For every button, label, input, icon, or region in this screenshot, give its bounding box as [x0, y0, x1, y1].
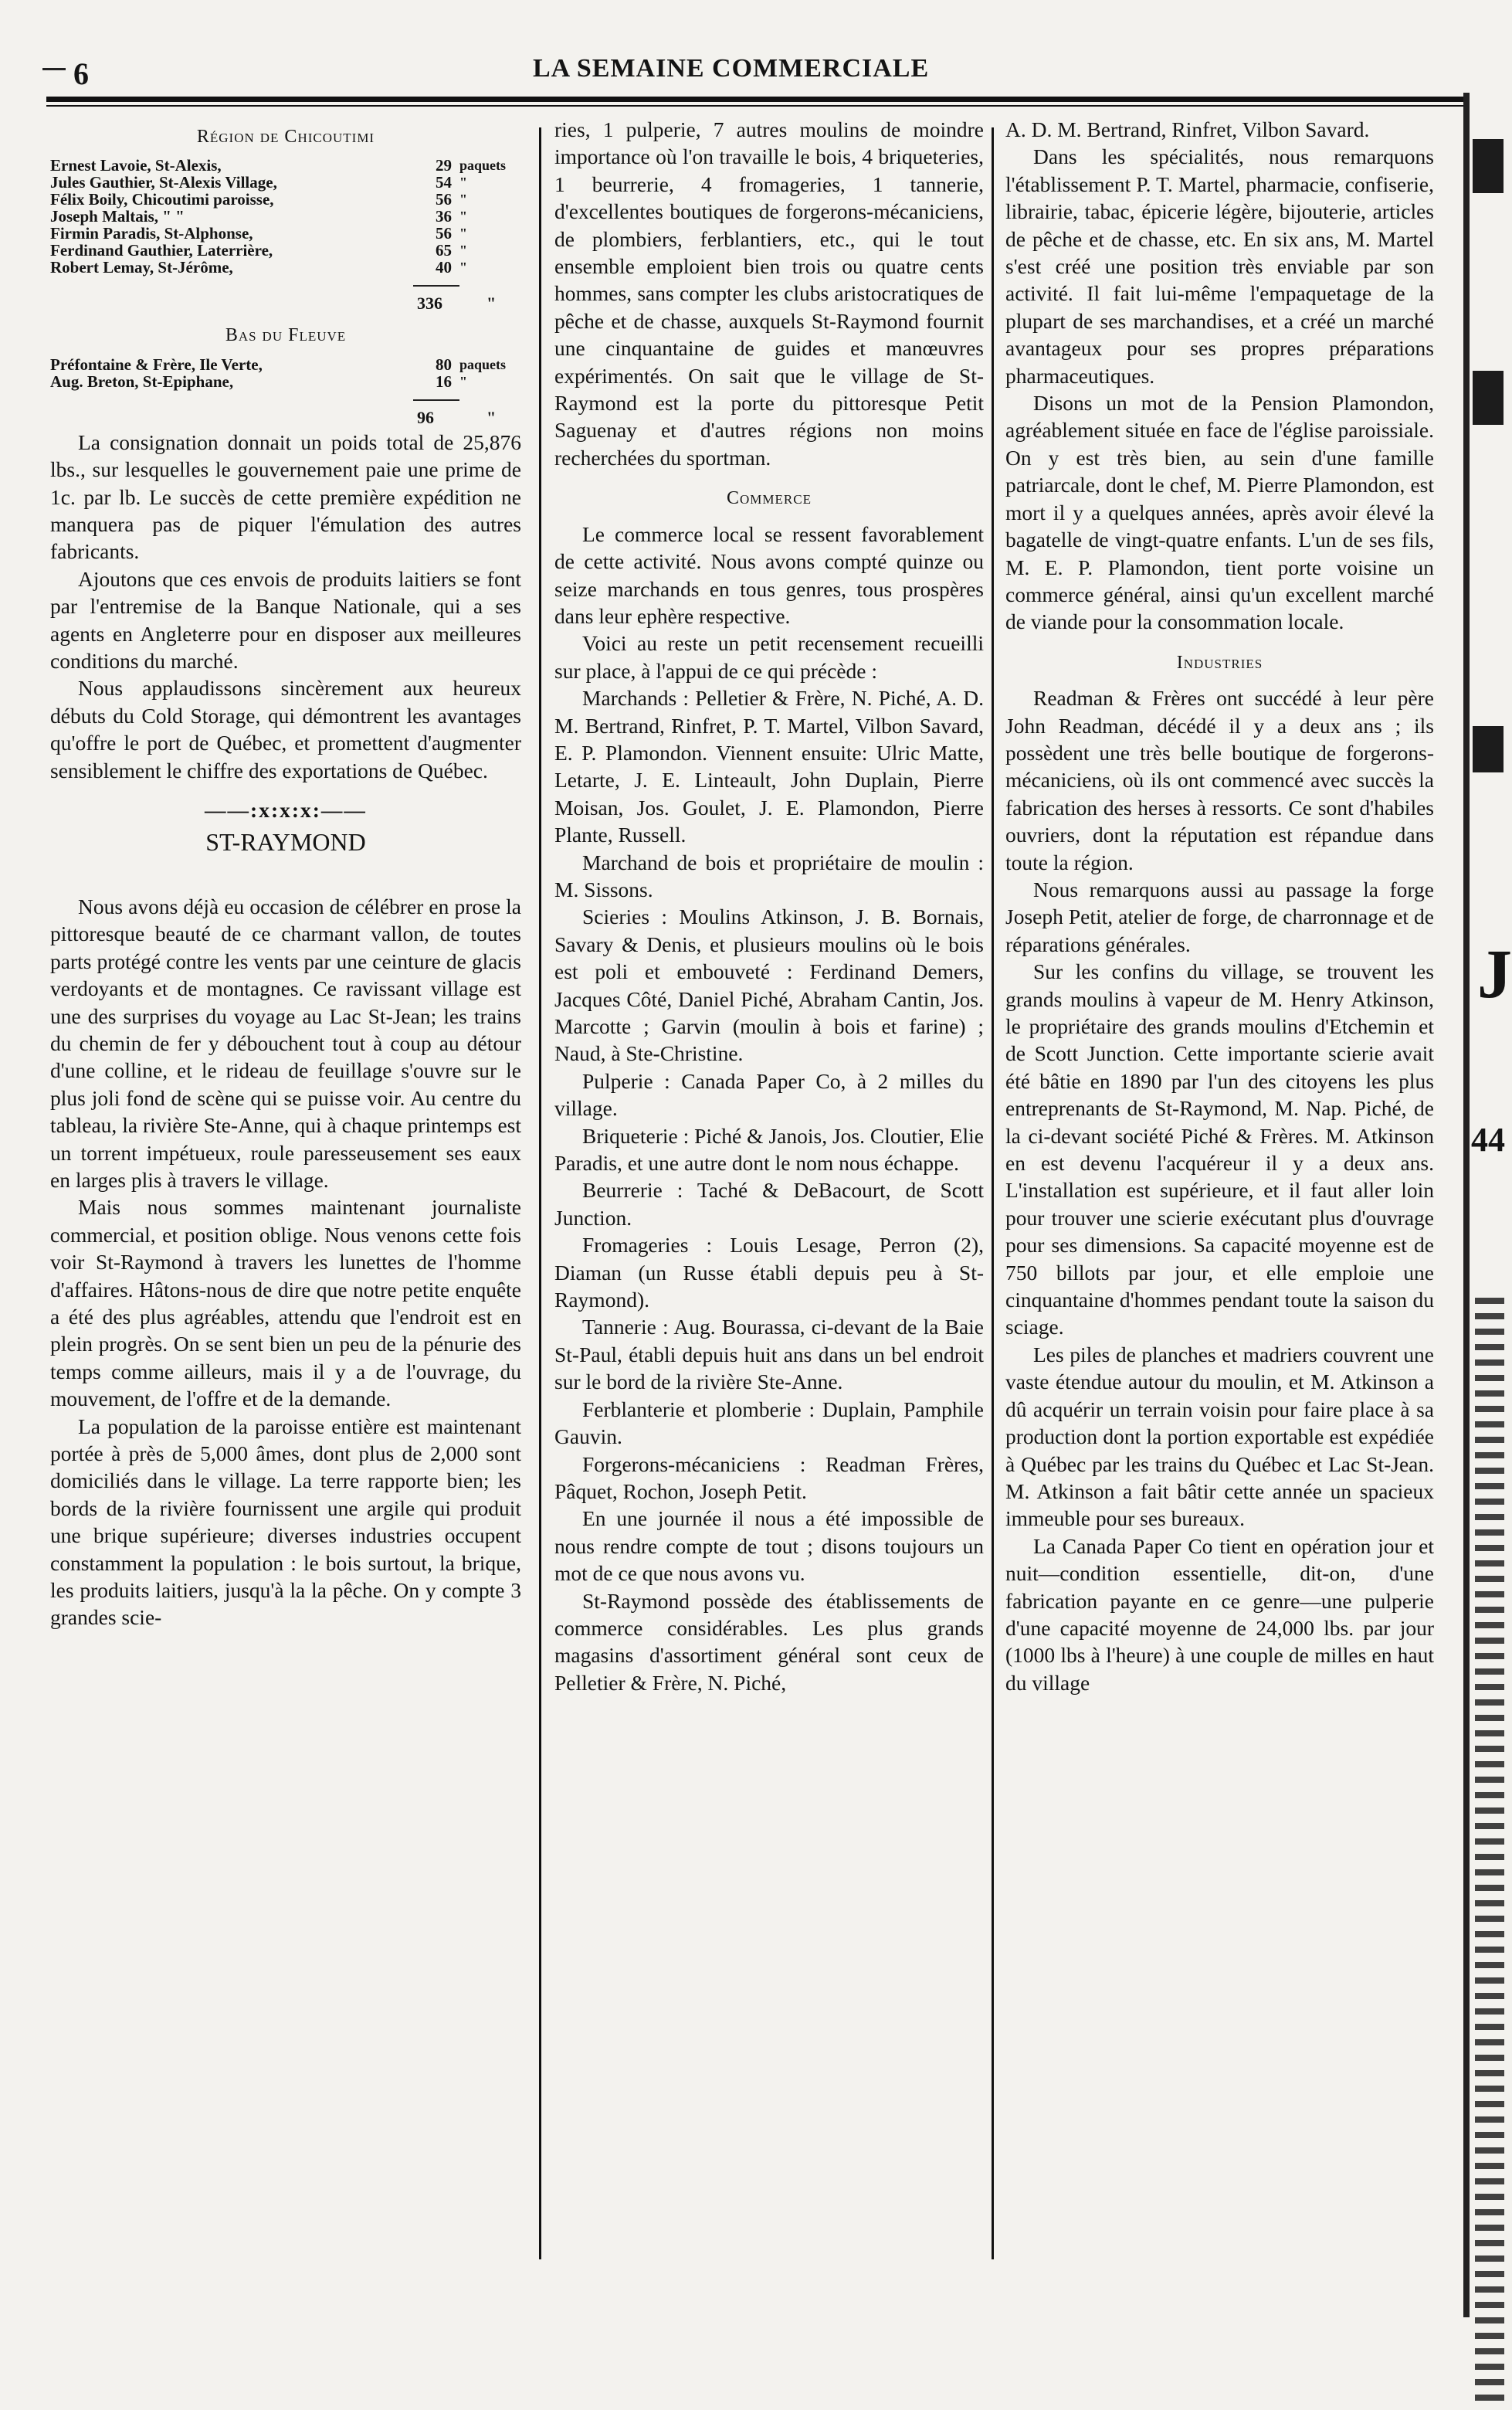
paragraph: La population de la paroisse entière est maintenant portée à près de 5,000 âmes, dont plus de 2,000 sont domiciliés dans le village. La terre rapporte bien; les bords de la rivière fournissent une argile qui produit une brique supérieure; diverses industries occupent constamment la population : le bois surtout, la brique, les produits laitiers, jusqu'à la la pêche. On y compte 3 grandes scie- [50, 1414, 521, 1630]
row-unit: " [459, 209, 467, 225]
row-name: Ferdinand Gauthier, Laterrière, [50, 241, 273, 260]
row-qty: 65 [436, 241, 452, 260]
paragraph: Sur les confins du village, se trouvent les grands moulins à vapeur de M. Henry Atkinson, le propriétaire des grands moulins d'Etchemin et de Scott Junction. Cette importante scierie avait été bâtie en 1890 par l'un des citoyens les plus entreprenants de St-Raymond, M. Nap. Piché, de la ci-devant société Piché & Frères. M. Atkinson en est devenu l'acquéreur il y a deux ans. L'installation est supérieure, et il faut aller loin pour trouver une scierie exécutant plus d'ouvrage pour ses dimensions. Sa capacité moyenne est de 750 billots par jour, et elle emploie une cinquantaine d'hommes pendant toute la saison du sciage. [1005, 959, 1434, 1339]
shipments-table-bas-du-fleuve [50, 356, 521, 390]
paragraph: Ferblanterie et plomberie : Duplain, Pamphile Gauvin. [554, 1397, 984, 1449]
row-unit: " [459, 260, 467, 276]
paragraph: Ajoutons que ces envois de produits laitiers se font par l'entremise de la Banque Nationale, qui a ses agents en Angleterre pour en disposer aux meilleures conditions du marché. [50, 566, 521, 674]
paragraph: La consignation donnait un poids total de 25,876 lbs., sur lesquelles le gouvernement paie une prime de 1c. par lb. Le succès de cette première expédition ne manquera pas de piquer l'émulation des autres fabricants. [50, 429, 521, 564]
row-qty: 29 [436, 156, 452, 175]
page-gutter-bar [1463, 93, 1470, 2317]
row-name: Jules Gauthier, St-Alexis Village, [50, 173, 277, 192]
paragraph: Mais nous sommes maintenant journaliste commercial, et position oblige. Nous venons cette fois voir St-Raymond à travers les lunettes de l'homme d'affaires. Hâtons-nous de dire que notre petite enquête a été des plus agréables, attendu que l'endroit est en plein progrès. On se sent bien un peu de la pénurie des temps comme ailleurs, mais il y a de l'ouvrage, du mouvement, de l'offre et de la demande. [50, 1195, 521, 1411]
row-qty: 56 [436, 190, 452, 209]
row-unit: " [459, 226, 467, 242]
total-unit: " [486, 407, 497, 427]
paragraph: Briqueterie : Piché & Janois, Jos. Cloutier, Elie Paradis, et une autre dont le nom nous échappe. [554, 1123, 984, 1176]
table-row [50, 157, 521, 174]
paragraph: St-Raymond possède des établissements de commerce considérables. Les plus grands magasins d'assortiment général sont ceux de Pelletier & Frère, N. Piché, [554, 1588, 984, 1695]
table-row [50, 259, 521, 276]
row-unit: " [459, 175, 467, 191]
row-name: Joseph Maltais, " " [50, 207, 185, 226]
edge-block [1473, 726, 1504, 772]
paragraph: Voici au reste un petit recensement recueilli sur place, à l'appui de ce qui précède : [554, 631, 984, 683]
total-value: 336 [417, 294, 442, 314]
table-row [50, 174, 521, 191]
masthead-title: LA SEMAINE COMMERCIALE [533, 54, 930, 83]
total-chicoutimi [50, 282, 521, 314]
paragraph: Marchand de bois et propriétaire de moulin : M. Sissons. [554, 850, 984, 901]
paragraph: En une journée il nous a été impossible de nous rendre compte de tout ; disons toujours un mot de ce que nous avons vu. [554, 1506, 984, 1586]
total-value: 96 [417, 407, 434, 427]
paragraph: ries, 1 pulperie, 7 autres moulins de moindre importance où l'on travaille le bois, 4 briqueteries, 1 beurrerie, 4 fromageries, 1 tannerie, d'excellentes boutiques de forgerons-mécaniciens, de plombiers, ferblantiers, etc., qui le tout ensemble emploient bien trois ou quatre cents hommes, sans compter les clubs aristocratiques de pêche et de chasse, auxquels St-Raymond fournit une cinquantaine de guides et manœuvres expérimentés. On sait que le village de St-Raymond est la porte du pittoresque Petit Saguenay et d'autres régions non moins recherchées du sportman. [554, 117, 984, 470]
header-rule [46, 97, 1463, 102]
paragraph: La Canada Paper Co tient en opération jour et nuit—condition essentielle, dit-on, d'une fabrication payante en ce genre—une pulperie d'une capacité moyenne de 24,000 lbs. par jour (1000 lbs à l'heure) à une couple de milles en haut du village [1005, 1533, 1434, 1695]
edge-number: 44 [1471, 1121, 1505, 1159]
row-qty: 40 [436, 258, 452, 277]
row-qty: 54 [436, 173, 452, 192]
row-qty: 56 [436, 224, 452, 243]
page-number: 6 [73, 56, 89, 91]
row-unit: " [459, 243, 467, 259]
paragraph: Nous avons déjà eu occasion de célébrer en prose la pittoresque beauté de ce charmant vallon, de toutes parts protégé contre les vents par une ceinture de glacis verdoyants et de montagnes. Ce ravissant village est une des surprises du voyage au Lac St-Jean; les trains du chemin de fer y débouchent tout à coup au détour d'une colline, et le rideau de feuillage s'ouvre sur le plus joli fond de scène qui se puisse voir. Au centre du tableau, la rivière Ste-Anne, qui à chaque printemps est un torrent impétueux, roule paresseusement ses eaux en larges plis à travers le village. [50, 894, 521, 1192]
total-rule [413, 285, 459, 287]
paragraph: Dans les spécialités, nous remarquons l'établissement P. T. Martel, pharmacie, confiserie, librairie, tabac, épicerie légère, bijouterie, articles de pêche et de chasse, etc. En six ans, M. Martel s'est créé une position très enviable par son activité. Il fait lui-même l'empaquetage de la plupart de ses marchandises, et a créé un marché avantageux pour ses propres préparations pharmaceutiques. [1005, 144, 1434, 388]
paragraph: Tannerie : Aug. Bourassa, ci-devant de la Baie St-Paul, établi depuis huit ans dans un bel endroit sur le bord de la rivière Ste-Anne. [554, 1315, 984, 1394]
paragraph: Le commerce local se ressent favorablement de cette activité. Nous avons compté quinze ou seize marchands en tous genres, tous prospères dans leur ephère respective. [554, 521, 984, 628]
paragraph: Pulperie : Canada Paper Co, à 2 milles du village. [554, 1068, 984, 1121]
table-row [50, 373, 521, 390]
paragraph: Les piles de planches et madriers couvrent une vaste étendue autour du moulin, et M. Atkinson a dû acquérir un terrain voisin pour faire place à sa production dont la portion exportable est expédiée à Québec par les trains du Québec et Lac St-Jean. M. Atkinson a fait bâtir cette année un spacieux immeuble pour ses bureaux. [1005, 1342, 1434, 1531]
header-mark [42, 68, 66, 70]
table-row [50, 208, 521, 225]
paragraph: Beurrerie : Taché & DeBacourt, de Scott Junction. [554, 1178, 984, 1230]
row-unit: " [459, 373, 467, 389]
table-row [50, 225, 521, 242]
column-rule-2 [992, 127, 994, 2259]
section-separator: ——:x:x:x:—— [205, 798, 367, 823]
paragraph: Nous remarquons aussi au passage la forge Joseph Petit, atelier de forge, de charronnage et de réparations générales. [1005, 877, 1434, 956]
edge-block [1473, 139, 1504, 193]
section-title-chicoutimi: Région de Chicoutimi [196, 127, 375, 147]
column-rule-1 [539, 127, 541, 2259]
row-qty: 16 [436, 372, 452, 391]
row-name: Firmin Paradis, St-Alphonse, [50, 224, 253, 243]
total-rule [413, 399, 459, 401]
header-rule-thin [46, 105, 1463, 107]
row-name: Aug. Breton, St-Epiphane, [50, 372, 234, 391]
column-3 [1005, 116, 1434, 1696]
paragraph: Marchands : Pelletier & Frère, N. Piché, A. D. M. Bertrand, Rinfret, P. T. Martel, Vilbon Savard, E. P. Plamondon. Viennent ensuite: Ulric Matte, Letarte, J. E. Linteault, John Duplain, Pierre Moisan, Jos. Goulet, J. E. Plamondon, Pierre Plante, Russell. [554, 686, 984, 847]
paragraph: Forgerons-mécaniciens : Readman Frères, Pâquet, Rochon, Joseph Petit. [554, 1451, 984, 1503]
row-unit: paquets [459, 158, 507, 174]
total-bas-du-fleuve [50, 396, 521, 429]
paragraph: Scieries : Moulins Atkinson, J. B. Bornais, Savary & Denis, et plusieurs moulins où le bois est poli et embouveté : Ferdinand Demers, Jacques Côté, Daniel Piché, Abraham Cantin, Jos. Marcotte ; Garvin (moulin à bois et farine) ; Naud, à Ste-Christine. [554, 905, 984, 1066]
paragraph: Readman & Frères ont succédé à leur père John Readman, décédé il y a deux ans ; ils possèdent une très belle boutique de forgerons-mécaniciens, où ils ont commencé avec succès la fabrication des herses à ressorts. Ce sont d'habiles ouvriers, dont la réputation est répandue dans toute la région. [1005, 686, 1434, 874]
row-name: Ernest Lavoie, St-Alexis, [50, 156, 222, 175]
shipments-table-chicoutimi [50, 157, 521, 276]
article-heading: ST-RAYMOND [205, 827, 366, 856]
table-row [50, 242, 521, 259]
total-unit: " [486, 294, 497, 314]
edge-block [1473, 371, 1504, 425]
table-row [50, 356, 521, 373]
adjacent-page-edge [1463, 93, 1512, 2317]
paragraph: Nous applaudissons sincèrement aux heureux débuts du Cold Storage, qui démontrent les avantages qu'offre le port de Québec, et promettent d'augmenter sensiblement le chiffre des exportations de Québec. [50, 676, 521, 782]
paragraph: A. D. M. Bertrand, Rinfret, Vilbon Savard. [1005, 117, 1370, 141]
row-qty: 36 [436, 207, 452, 226]
row-unit: paquets [459, 356, 507, 372]
column-1 [50, 116, 521, 1631]
row-name: Félix Boily, Chicoutimi paroisse, [50, 190, 274, 209]
paragraph: Disons un mot de la Pension Plamondon, agréablement située en face de l'église paroissiale. On y est très bien, au sein d'une famille patriarcale, dont le chef, M. Pierre Plamondon, est mort il y a quelques années, après avoir élevé la bagatelle de vingt-quatre enfants. L'un de ses fils, M. E. P. Plamondon, tient porte voisine un commerce général, ainsi qu'un excellent marché de viande pour la consommation locale. [1005, 391, 1434, 634]
edge-letter: J [1477, 936, 1512, 1013]
row-qty: 80 [436, 355, 452, 374]
column-2 [554, 116, 984, 1696]
row-name: Préfontaine & Frère, Ile Verte, [50, 355, 263, 374]
decorative-border-pattern [1475, 1298, 1504, 2410]
section-title-industries: Industries [1176, 652, 1263, 673]
row-name: Robert Lemay, St-Jérôme, [50, 258, 233, 277]
table-row [50, 191, 521, 208]
section-title-bas-du-fleuve: Bas du Fleuve [225, 325, 347, 346]
section-title-commerce: Commerce [727, 488, 812, 509]
paragraph: Fromageries : Louis Lesage, Perron (2), Diaman (un Russe établi depuis peu à St-Raymond). [554, 1233, 984, 1312]
row-unit: " [459, 192, 467, 208]
